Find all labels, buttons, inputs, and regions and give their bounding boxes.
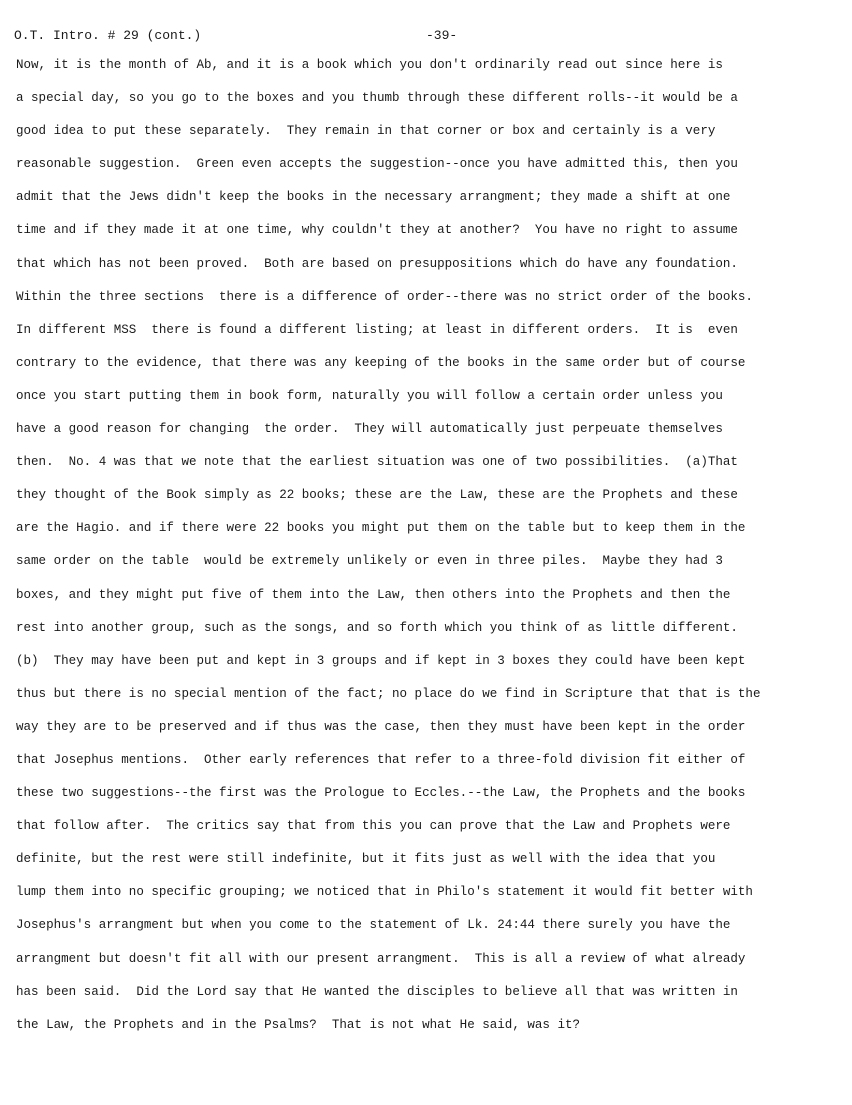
text-line: the Law, the Prophets and in the Psalms? That is not what He said, was it? bbox=[16, 1017, 580, 1032]
text-line: they thought of the Book simply as 22 books; these are the Law, these are the Prophets and these bbox=[16, 488, 738, 503]
page-number: -39- bbox=[426, 28, 458, 43]
text-line: a special day, so you go to the boxes and you thumb through these different rolls--it would be a bbox=[16, 91, 738, 106]
text-line: then. No. 4 was that we note that the earliest situation was one of two possibilities. (a)That bbox=[16, 455, 738, 470]
text-line: Within the three sections there is a difference of order--there was no strict order of the books. bbox=[16, 289, 753, 304]
text-line: same order on the table would be extremely unlikely or even in three piles. Maybe they had 3 bbox=[16, 554, 723, 569]
text-line: good idea to put these separately. They remain in that corner or box and certainly is a very bbox=[16, 124, 716, 139]
text-line: thus but there is no special mention of the fact; no place do we find in Scripture that that is the bbox=[16, 686, 761, 701]
text-line: has been said. Did the Lord say that He wanted the disciples to believe all that was written in bbox=[16, 984, 738, 999]
text-line: way they are to be preserved and if thus was the case, then they must have been kept in the order bbox=[16, 719, 746, 734]
text-line: reasonable suggestion. Green even accepts the suggestion--once you have admitted this, then you bbox=[16, 157, 738, 172]
text-line: (b) They may have been put and kept in 3 groups and if kept in 3 boxes they could have been kept bbox=[16, 653, 746, 668]
body-text bbox=[16, 55, 846, 1048]
text-line: Josephus's arrangment but when you come to the statement of Lk. 24:44 there surely you have the bbox=[16, 918, 731, 933]
text-line: admit that the Jews didn't keep the books in the necessary arrangment; they made a shift at one bbox=[16, 190, 731, 205]
header-title: O.T. Intro. # 29 (cont.) bbox=[14, 28, 202, 43]
text-line: boxes, and they might put five of them into the Law, then others into the Prophets and then the bbox=[16, 587, 731, 602]
text-line: are the Hagio. and if there were 22 books you might put them on the table but to keep them in the bbox=[16, 521, 746, 536]
text-line: contrary to the evidence, that there was any keeping of the books in the same order but of course bbox=[16, 355, 746, 370]
text-line: that follow after. The critics say that from this you can prove that the Law and Prophets were bbox=[16, 819, 731, 834]
text-line: definite, but the rest were still indefinite, but it fits just as well with the idea that you bbox=[16, 852, 716, 867]
page-header bbox=[14, 28, 834, 48]
text-line: have a good reason for changing the order. They will automatically just perpeuate themselves bbox=[16, 422, 723, 437]
text-line: In different MSS there is found a different listing; at least in different orders. It is even bbox=[16, 322, 738, 337]
text-line: these two suggestions--the first was the Prologue to Eccles.--the Law, the Prophets and the books bbox=[16, 786, 746, 801]
text-line: that Josephus mentions. Other early references that refer to a three-fold division fit either of bbox=[16, 752, 746, 767]
text-line: time and if they made it at one time, why couldn't they at another? You have no right to assume bbox=[16, 223, 738, 238]
text-line: once you start putting them in book form, naturally you will follow a certain order unless you bbox=[16, 388, 723, 403]
text-line: that which has not been proved. Both are based on presuppositions which do have any foundation. bbox=[16, 256, 738, 271]
text-line: rest into another group, such as the songs, and so forth which you think of as little different. bbox=[16, 620, 738, 635]
text-line: arrangment but doesn't fit all with our present arrangment. This is all a review of what already bbox=[16, 951, 746, 966]
text-line: lump them into no specific grouping; we noticed that in Philo's statement it would fit better with bbox=[16, 885, 753, 900]
text-line: Now, it is the month of Ab, and it is a book which you don't ordinarily read out since here is bbox=[16, 58, 723, 72]
